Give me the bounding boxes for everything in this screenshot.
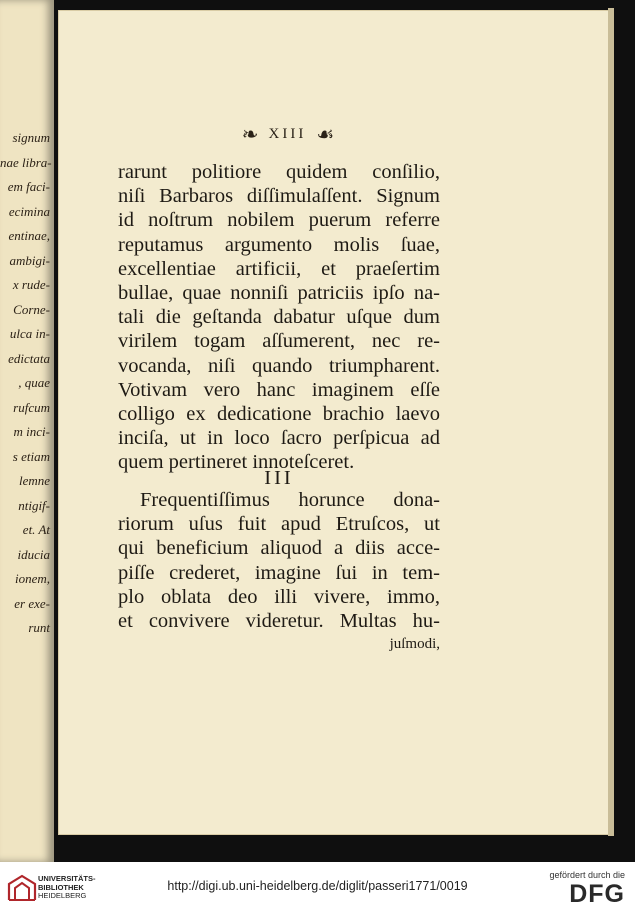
left-page-line: nae libra- <box>0 154 52 170</box>
library-name-line1: UNIVERSITÄTS- <box>38 874 96 883</box>
text-line: Votivam vero hanc imaginem eſſe <box>118 378 440 401</box>
text-line: reputamus argumento molis ſuae, <box>118 233 440 256</box>
section-heading: III <box>264 467 294 489</box>
text-line: qui beneficium aliquod a diis acce- <box>118 537 440 560</box>
text-line: bullae, quae nonniſi patriciis ipſo na- <box>118 282 440 304</box>
page-header <box>228 122 348 146</box>
left-page-line: m inci- <box>13 424 50 439</box>
text-line: virilem togam aſſumerent, nec re- <box>118 330 440 353</box>
text-line: Frequentiſſimus horunce dona- <box>140 489 440 511</box>
text-line: quem pertineret innoteſceret. <box>118 451 355 474</box>
catchword: juſmodi, <box>389 636 440 652</box>
left-page-line: iducia <box>17 546 50 562</box>
left-page-line: signum <box>12 130 50 145</box>
left-page-line: et. At <box>22 522 50 537</box>
left-page-line: , quae <box>18 375 50 390</box>
left-page-line: Corne- <box>13 301 50 317</box>
page-number: XIII <box>268 125 307 142</box>
left-page-line: ntigif- <box>18 497 50 513</box>
left-page-line: rufcum <box>13 399 50 415</box>
text-line: plo oblata deo illi vivere, immo, <box>118 585 440 608</box>
page-edge <box>608 8 614 836</box>
left-page-line: er exe- <box>14 595 50 611</box>
left-page-line: x rude- <box>12 277 50 292</box>
text-line: colligo ex dedicatione brachio laevo <box>118 403 440 425</box>
left-page-line: edictata <box>8 350 50 366</box>
text-line: id noſtrum nobilem puerum referre <box>118 209 440 232</box>
header-ornament-left: ❧ <box>241 122 259 146</box>
header-ornament-right: ☙ <box>316 122 335 146</box>
text-line: et convivere videretur. Multas hu- <box>118 610 440 632</box>
text-line: vocanda, niſi quando triumpharent. <box>118 354 440 377</box>
left-page-edge <box>0 0 54 862</box>
left-page-line: lemne <box>18 473 50 488</box>
left-page-line: entinae, <box>8 228 50 243</box>
left-page-line: s etiam <box>12 448 50 464</box>
footer-bar <box>0 862 635 911</box>
dfg-logo[interactable]: DFG <box>569 880 625 908</box>
funder-note: gefördert durch die <box>549 870 625 880</box>
left-page-line: runt <box>28 620 50 635</box>
left-page-line: ecimina <box>8 203 50 219</box>
text-line: riorum uſus fuit apud Etruſcos, ut <box>118 513 440 536</box>
text-line: piſſe crederet, imagine ſui in tem- <box>118 561 440 584</box>
left-page-line: ionem, <box>14 571 50 586</box>
library-name-line3: HEIDELBERG <box>38 891 87 900</box>
text-line: inciſa, ut in loco ſacro perſpicua ad <box>118 427 440 450</box>
permalink-url[interactable]: http://digi.ub.uni-heidelberg.de/diglit/passeri1771/0019 <box>167 879 468 893</box>
left-page-line: em faci- <box>7 179 50 194</box>
text-line: tali die geſtanda dabatur uſque dum <box>118 306 440 329</box>
left-page-line: ambigi- <box>9 252 50 268</box>
text-line: rarunt politiore quidem conſilio, <box>118 161 440 183</box>
library-name-line2: BIBLIOTHEK <box>38 882 84 892</box>
left-page-line: ulca in- <box>9 326 50 341</box>
left-page-text <box>0 126 52 641</box>
text-line: niſi Barbaros diſſimulaſſent. Signum <box>118 185 440 208</box>
text-line: excellentiae artificii, et praeſertim <box>118 257 440 280</box>
